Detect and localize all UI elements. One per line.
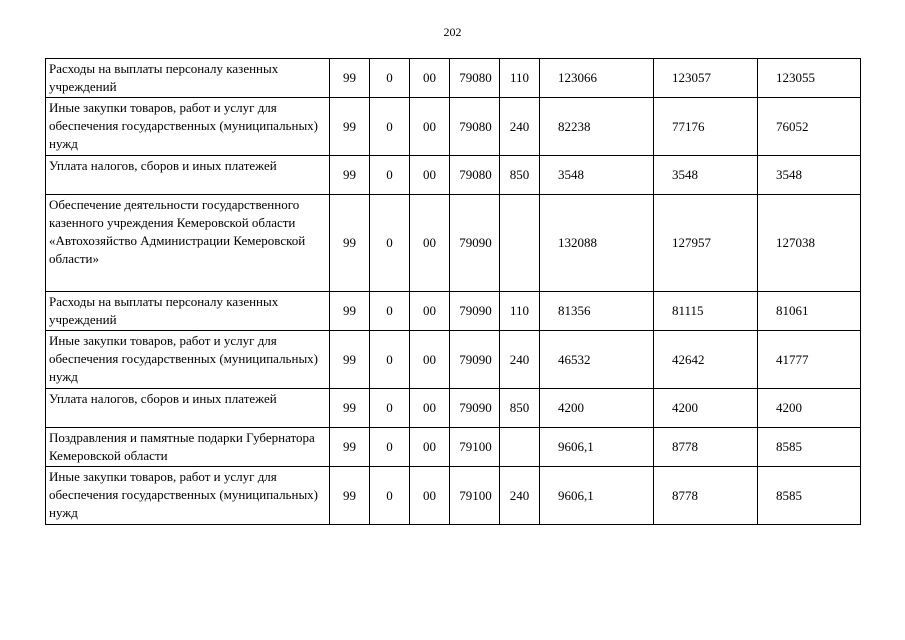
cell-amount-3: 4200	[758, 389, 861, 428]
cell-code-5	[500, 195, 540, 292]
cell-code-1: 99	[330, 156, 370, 195]
cell-amount-1: 82238	[540, 98, 654, 156]
table-row	[46, 331, 861, 389]
cell-code-3: 00	[410, 156, 450, 195]
cell-amount-1: 4200	[540, 389, 654, 428]
row-name-cell: Иные закупки товаров, работ и услуг для обеспечения государственных (муниципальных) нужд	[46, 467, 330, 525]
cell-code-2: 0	[370, 59, 410, 98]
cell-code-2: 0	[370, 467, 410, 525]
cell-code-2: 0	[370, 331, 410, 389]
cell-amount-2: 4200	[654, 389, 758, 428]
cell-code-1: 99	[330, 59, 370, 98]
cell-amount-1: 9606,1	[540, 467, 654, 525]
cell-amount-2: 77176	[654, 98, 758, 156]
table-row	[46, 59, 861, 98]
budget-table	[45, 58, 861, 525]
cell-code-2: 0	[370, 195, 410, 292]
cell-amount-2: 8778	[654, 428, 758, 467]
cell-code-1: 99	[330, 292, 370, 331]
cell-amount-3: 41777	[758, 331, 861, 389]
cell-code-3: 00	[410, 428, 450, 467]
cell-code-5: 240	[500, 98, 540, 156]
cell-code-3: 00	[410, 195, 450, 292]
cell-code-3: 00	[410, 331, 450, 389]
table-row	[46, 156, 861, 195]
cell-amount-2: 8778	[654, 467, 758, 525]
cell-amount-3: 8585	[758, 467, 861, 525]
row-name-cell: Расходы на выплаты персоналу казенных учреждений	[46, 292, 330, 331]
page-number: 202	[443, 25, 462, 39]
cell-code-2: 0	[370, 156, 410, 195]
cell-code-5: 110	[500, 59, 540, 98]
cell-code-4: 79090	[450, 292, 500, 331]
cell-code-3: 00	[410, 292, 450, 331]
cell-amount-3: 76052	[758, 98, 861, 156]
cell-code-2: 0	[370, 428, 410, 467]
row-name-cell: Иные закупки товаров, работ и услуг для обеспечения государственных (муниципальных) нужд	[46, 331, 330, 389]
row-name-cell: Уплата налогов, сборов и иных платежей	[46, 389, 330, 428]
cell-amount-1: 3548	[540, 156, 654, 195]
cell-amount-3: 8585	[758, 428, 861, 467]
cell-code-3: 00	[410, 389, 450, 428]
table-row	[46, 195, 861, 292]
cell-code-3: 00	[410, 467, 450, 525]
row-name-cell: Обеспечение деятельности государственного казенного учреждения Кемеровской области «Автохозяйство Администрации Кемеровской области»	[46, 195, 330, 292]
cell-amount-2: 127957	[654, 195, 758, 292]
cell-code-5: 850	[500, 156, 540, 195]
cell-code-5: 240	[500, 467, 540, 525]
cell-amount-1: 132088	[540, 195, 654, 292]
cell-amount-2: 42642	[654, 331, 758, 389]
cell-code-4: 79090	[450, 195, 500, 292]
cell-amount-1: 81356	[540, 292, 654, 331]
cell-code-5	[500, 428, 540, 467]
cell-code-4: 79100	[450, 428, 500, 467]
cell-amount-3: 3548	[758, 156, 861, 195]
cell-code-4: 79080	[450, 59, 500, 98]
cell-amount-3: 81061	[758, 292, 861, 331]
cell-amount-3: 127038	[758, 195, 861, 292]
cell-amount-1: 9606,1	[540, 428, 654, 467]
cell-code-1: 99	[330, 428, 370, 467]
table-row	[46, 389, 861, 428]
cell-amount-1: 123066	[540, 59, 654, 98]
cell-code-3: 00	[410, 98, 450, 156]
cell-code-2: 0	[370, 98, 410, 156]
cell-amount-2: 81115	[654, 292, 758, 331]
cell-code-1: 99	[330, 389, 370, 428]
cell-code-1: 99	[330, 331, 370, 389]
row-name-cell: Расходы на выплаты персоналу казенных учреждений	[46, 59, 330, 98]
cell-code-4: 79090	[450, 389, 500, 428]
cell-code-3: 00	[410, 59, 450, 98]
cell-code-2: 0	[370, 389, 410, 428]
cell-code-2: 0	[370, 292, 410, 331]
cell-amount-2: 123057	[654, 59, 758, 98]
cell-code-4: 79080	[450, 98, 500, 156]
cell-amount-1: 46532	[540, 331, 654, 389]
cell-amount-3: 123055	[758, 59, 861, 98]
cell-amount-2: 3548	[654, 156, 758, 195]
cell-code-5: 240	[500, 331, 540, 389]
cell-code-1: 99	[330, 195, 370, 292]
cell-code-1: 99	[330, 98, 370, 156]
row-name-cell: Поздравления и памятные подарки Губернатора Кемеровской области	[46, 428, 330, 467]
cell-code-4: 79100	[450, 467, 500, 525]
table-row	[46, 98, 861, 156]
row-name-cell: Иные закупки товаров, работ и услуг для обеспечения государственных (муниципальных) нужд	[46, 98, 330, 156]
cell-code-1: 99	[330, 467, 370, 525]
cell-code-4: 79090	[450, 331, 500, 389]
row-name-cell: Уплата налогов, сборов и иных платежей	[46, 156, 330, 195]
table-row	[46, 428, 861, 467]
table-row	[46, 292, 861, 331]
cell-code-5: 110	[500, 292, 540, 331]
cell-code-4: 79080	[450, 156, 500, 195]
cell-code-5: 850	[500, 389, 540, 428]
table-row	[46, 467, 861, 525]
